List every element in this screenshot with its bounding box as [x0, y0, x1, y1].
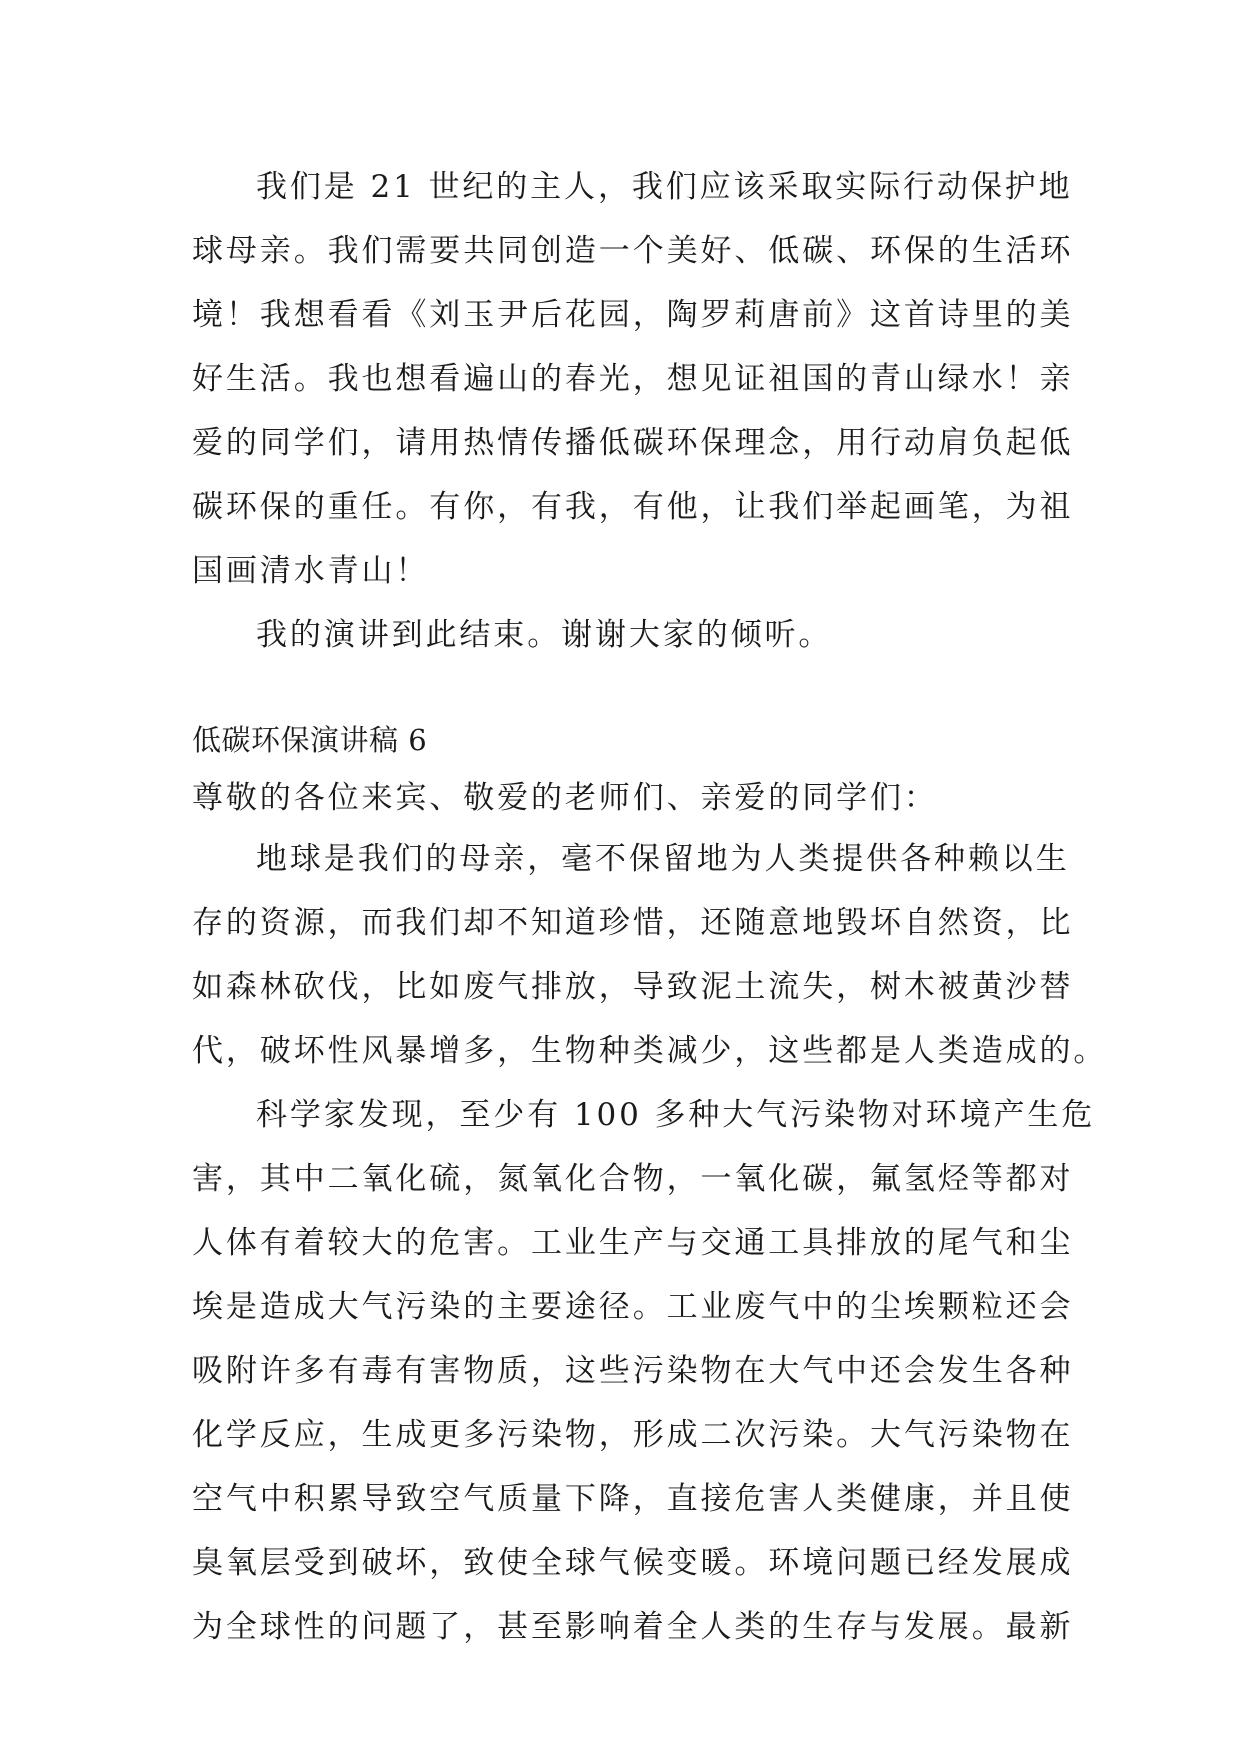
text-line: 国画清水青山！	[192, 553, 430, 589]
text-line: 害，其中二氧化硫，氮氧化合物，一氧化碳，氟氢烃等都对	[192, 1161, 1074, 1197]
section-gap	[192, 667, 1057, 711]
paragraph-air-pollution	[192, 1083, 1096, 1659]
text-line: 球母亲。我们需要共同创造一个美好、低碳、环保的生活环	[192, 233, 1074, 269]
text-line: 碳环保的重任。有你，有我，有他，让我们举起画笔，为祖	[192, 489, 1074, 525]
text-line: 吸附许多有毒有害物质，这些污染物在大气中还会发生各种	[192, 1353, 1074, 1389]
text-line: 代，破坏性风暴增多，生物种类减少，这些都是人类造成的。	[192, 1033, 1108, 1069]
text-line: 存的资源，而我们却不知道珍惜，还随意地毁坏自然资，比	[192, 905, 1074, 941]
paragraph-earth-mother	[192, 827, 1108, 1083]
text-line: 地球是我们的母亲，毫不保留地为人类提供各种赖以生	[256, 841, 1070, 877]
paragraph-closing-appeal	[192, 155, 1074, 603]
text-line: 科学家发现，至少有 100 多种大气污染物对环境产生危	[256, 1097, 1096, 1133]
text-line: 爱的同学们，请用热情传播低碳环保理念，用行动肩负起低	[192, 425, 1074, 461]
text-line: 如森林砍伐，比如废气排放，导致泥土流失，树木被黄沙替	[192, 969, 1074, 1005]
text-line: 空气中积累导致空气质量下降，直接危害人类健康，并且使	[192, 1481, 1074, 1517]
document-body	[192, 155, 1108, 1659]
text-line: 境！我想看看《刘玉尹后花园，陶罗莉唐前》这首诗里的美	[192, 297, 1074, 333]
closing-sentence: 我的演讲到此结束。谢谢大家的倾听。	[256, 617, 833, 653]
text-line: 为全球性的问题了，甚至影响着全人类的生存与发展。最新	[192, 1609, 1074, 1645]
speech-greeting: 尊敬的各位来宾、敬爱的老师们、亲爱的同学们：	[192, 780, 938, 816]
text-line: 好生活。我也想看遍山的春光，想见证祖国的青山绿水！亲	[192, 361, 1074, 397]
text-line: 人体有着较大的危害。工业生产与交通工具排放的尾气和尘	[192, 1225, 1074, 1261]
text-line: 我们是 21 世纪的主人，我们应该采取实际行动保护地	[256, 169, 1073, 205]
text-line: 臭氧层受到破坏，致使全球气候变暖。环境问题已经发展成	[192, 1545, 1074, 1581]
speech-title: 低碳环保演讲稿 6	[192, 723, 428, 757]
text-line: 埃是造成大气污染的主要途径。工业废气中的尘埃颗粒还会	[192, 1289, 1074, 1325]
text-line: 化学反应，生成更多污染物，形成二次污染。大气污染物在	[192, 1417, 1074, 1453]
